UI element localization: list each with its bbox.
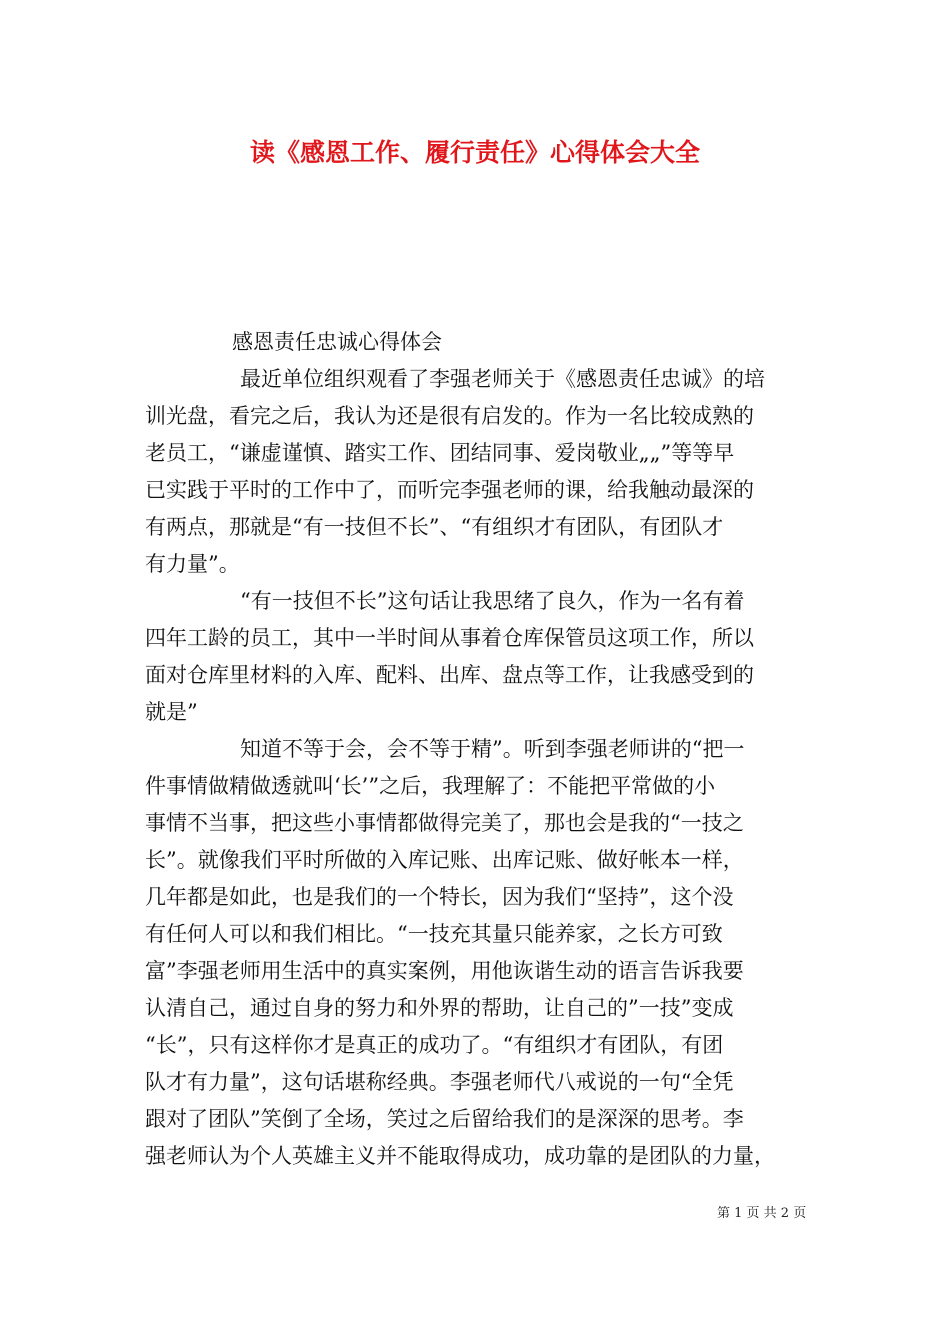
page-number-footer: 第 1 页 共 2 页: [717, 1206, 807, 1221]
paragraph-line: “有一技但不长”这句话让我思绪了良久，作为一名有着: [240, 589, 745, 613]
paragraph-line: 训光盘，看完之后，我认为还是很有启发的。作为一名比较成熟的: [145, 404, 754, 428]
paragraph-line: 件事情做精做透就叫‘长’”之后，我理解了：不能把平常做的小: [145, 774, 716, 798]
paragraph-line: 有任何人可以和我们相比。“一技充其量只能养家，之长方可致: [145, 922, 723, 946]
paragraph-line: 队才有力量”，这句话堪称经典。李强老师代八戒说的一句“全凭: [145, 1070, 734, 1094]
paragraph-line: 有两点，那就是“有一技但不长”、“有组织才有团队，有团队才: [145, 515, 724, 539]
paragraph-line: 面对仓库里材料的入库、配料、出库、盘点等工作，让我感受到的: [145, 663, 754, 687]
document-title: 读《感恩工作、履行责任》心得体会大全: [249, 138, 700, 167]
paragraph-line: 几年都是如此，也是我们的一个特长，因为我们“坚持”，这个没: [145, 885, 734, 909]
paragraph-line: 已实践于平时的工作中了，而听完李强老师的课，给我触动最深的: [145, 478, 754, 502]
paragraph-1: [145, 361, 810, 583]
paragraph-line: 富”李强老师用生活中的真实案例，用他诙谐生动的语言告诉我要: [145, 959, 744, 983]
paragraph-line: 跟对了团队”笑倒了全场，笑过之后留给我们的是深深的思考。李: [145, 1107, 744, 1131]
paragraph-line: 认清自己，通过自身的努力和外界的帮助，让自己的”一技”变成: [145, 996, 734, 1020]
paragraph-line: 知道不等于会，会不等于精”。听到李强老师讲的“把一: [240, 737, 745, 761]
paragraph-line: 强老师认为个人英雄主义并不能取得成功，成功靠的是团队的力量，: [145, 1144, 775, 1168]
paragraph-line: 长”。就像我们平时所做的入库记账、出库记账、做好帐本一样，: [145, 848, 744, 872]
paragraph-line: 事情不当事，把这些小事情都做得完美了，那也会是我的“一技之: [145, 811, 744, 835]
paragraph-line: “长”，只有这样你才是真正的成功了。“有组织才有团队，有团: [145, 1033, 724, 1057]
paragraph-line: 四年工龄的员工，其中一半时间从事着仓库保管员这项工作，所以: [145, 626, 754, 650]
paragraph-line: 老员工，“谦虚谨慎、踏实工作、团结同事、爱岗敬业„„”等等早: [145, 441, 735, 465]
paragraph-3: [145, 731, 810, 1175]
paragraph-line: 有力量”。: [145, 552, 240, 576]
paragraph-2: [145, 583, 810, 731]
paragraph-line: 就是”: [145, 700, 198, 724]
section-subheading: 感恩责任忠诚心得体会: [232, 330, 442, 354]
paragraph-line: 最近单位组织观看了李强老师关于《感恩责任忠诚》的培: [240, 367, 765, 391]
